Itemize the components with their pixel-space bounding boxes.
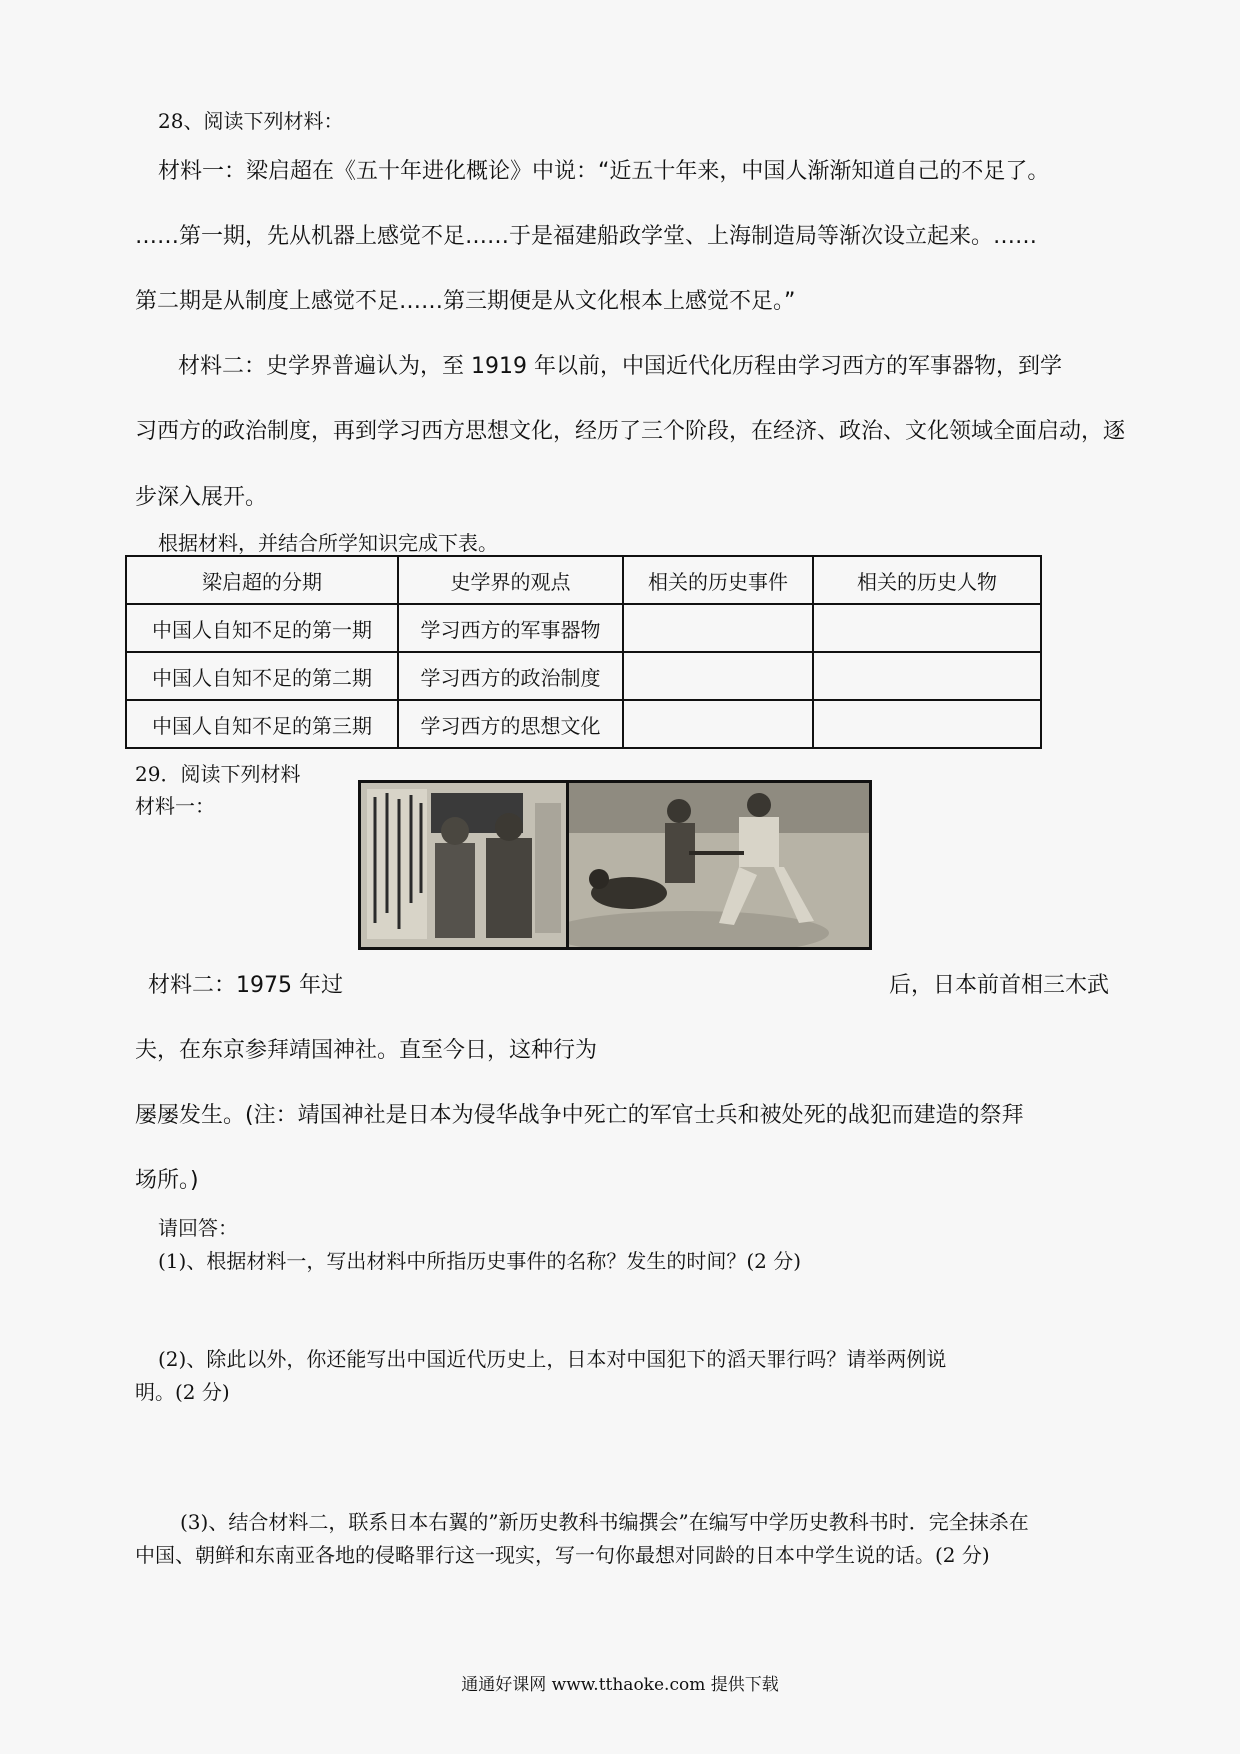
table-cell: 学习西方的思想文化 — [398, 700, 623, 748]
table-row — [126, 700, 1041, 748]
q29-ask: 请回答： — [158, 1216, 238, 1240]
q29-material2-line2: 夫，在东京参拜靖国神社。直至今日，这种行为 — [135, 1038, 598, 1063]
table-row — [126, 652, 1041, 700]
q28-material2-line2: 习西方的政治制度，再到学习西方思想文化，经历了三个阶段，在经济、政治、文化领域全面启动，逐 — [135, 419, 1126, 444]
q28-material1-line1: 材料一：梁启超在《五十年进化概论》中说：“近五十年来，中国人渐渐知道自己的不足了。 — [158, 159, 1050, 184]
table-cell: 中国人自知不足的第二期 — [126, 652, 398, 700]
q29-material1-label: 材料一： — [135, 794, 215, 818]
historical-photo-scene — [566, 780, 872, 950]
table-cell-blank — [623, 652, 813, 700]
table-cell-blank — [813, 604, 1041, 652]
q29-subquestion-2-line1: (2)、除此以外，你还能写出中国近代历史上，日本对中国犯下的滔天罪行吗？请举两例说 — [158, 1347, 947, 1371]
table-cell: 中国人自知不足的第一期 — [126, 604, 398, 652]
q29-material2-line3: 屡屡发生。(注：靖国神社是日本为侵华战争中死亡的军官士兵和被处死的战犯而建造的祭拜 — [135, 1103, 1024, 1128]
q28-table — [125, 555, 1042, 749]
q28-material1-line3: 第二期是从制度上感觉不足……第三期便是从文化根本上感觉不足。” — [135, 289, 796, 314]
q28-material2-line3: 步深入展开。 — [135, 485, 268, 510]
q28-material2-line1: 材料二：史学界普遍认为，至 1919 年以前，中国近代化历程由学习西方的军事器物，到学 — [178, 354, 1062, 379]
q29-heading: 29．阅读下列材料 — [135, 762, 301, 786]
q28-heading: 28、阅读下列材料： — [158, 109, 344, 133]
q29-subquestion-3-line2: 中国、朝鲜和东南亚各地的侵略罪行这一现实，写一句你最想对同龄的日本中学生说的话。(2 分) — [135, 1543, 990, 1567]
table-header-cell: 梁启超的分期 — [126, 556, 398, 604]
table-header-cell: 相关的历史事件 — [623, 556, 813, 604]
q29-material2-line1-left: 材料二：1975 年过 — [148, 973, 343, 998]
q29-subquestion-2-line2: 明。(2 分) — [135, 1380, 230, 1404]
page-footer: 通通好课网 www.tthaoke.com 提供下载 — [461, 1675, 779, 1695]
table-cell-blank — [623, 604, 813, 652]
table-cell-blank — [813, 700, 1041, 748]
table-cell-blank — [623, 700, 813, 748]
q28-material1-line2: ……第一期，先从机器上感觉不足……于是福建船政学堂、上海制造局等渐次设立起来。…… — [135, 224, 1038, 249]
table-row — [126, 604, 1041, 652]
table-header-cell: 史学界的观点 — [398, 556, 623, 604]
table-cell-blank — [813, 652, 1041, 700]
q29-subquestion-1: (1)、根据材料一，写出材料中所指历史事件的名称？发生的时间？(2 分) — [158, 1249, 802, 1273]
table-header-row — [126, 556, 1041, 604]
historical-photo-newspaper — [358, 780, 570, 950]
table-cell: 中国人自知不足的第三期 — [126, 700, 398, 748]
q28-instruction: 根据材料，并结合所学知识完成下表。 — [158, 531, 498, 555]
q29-subquestion-3-line1: (3)、结合材料二，联系日本右翼的”新历史教科书编撰会”在编写中学历史教科书时．完全抹杀在 — [180, 1510, 1029, 1534]
q29-material2-line1-right: 后，日本前首相三木武 — [889, 973, 1110, 998]
table-cell: 学习西方的军事器物 — [398, 604, 623, 652]
table-cell: 学习西方的政治制度 — [398, 652, 623, 700]
q29-material2-line4: 场所。) — [135, 1168, 199, 1193]
table-header-cell: 相关的历史人物 — [813, 556, 1041, 604]
